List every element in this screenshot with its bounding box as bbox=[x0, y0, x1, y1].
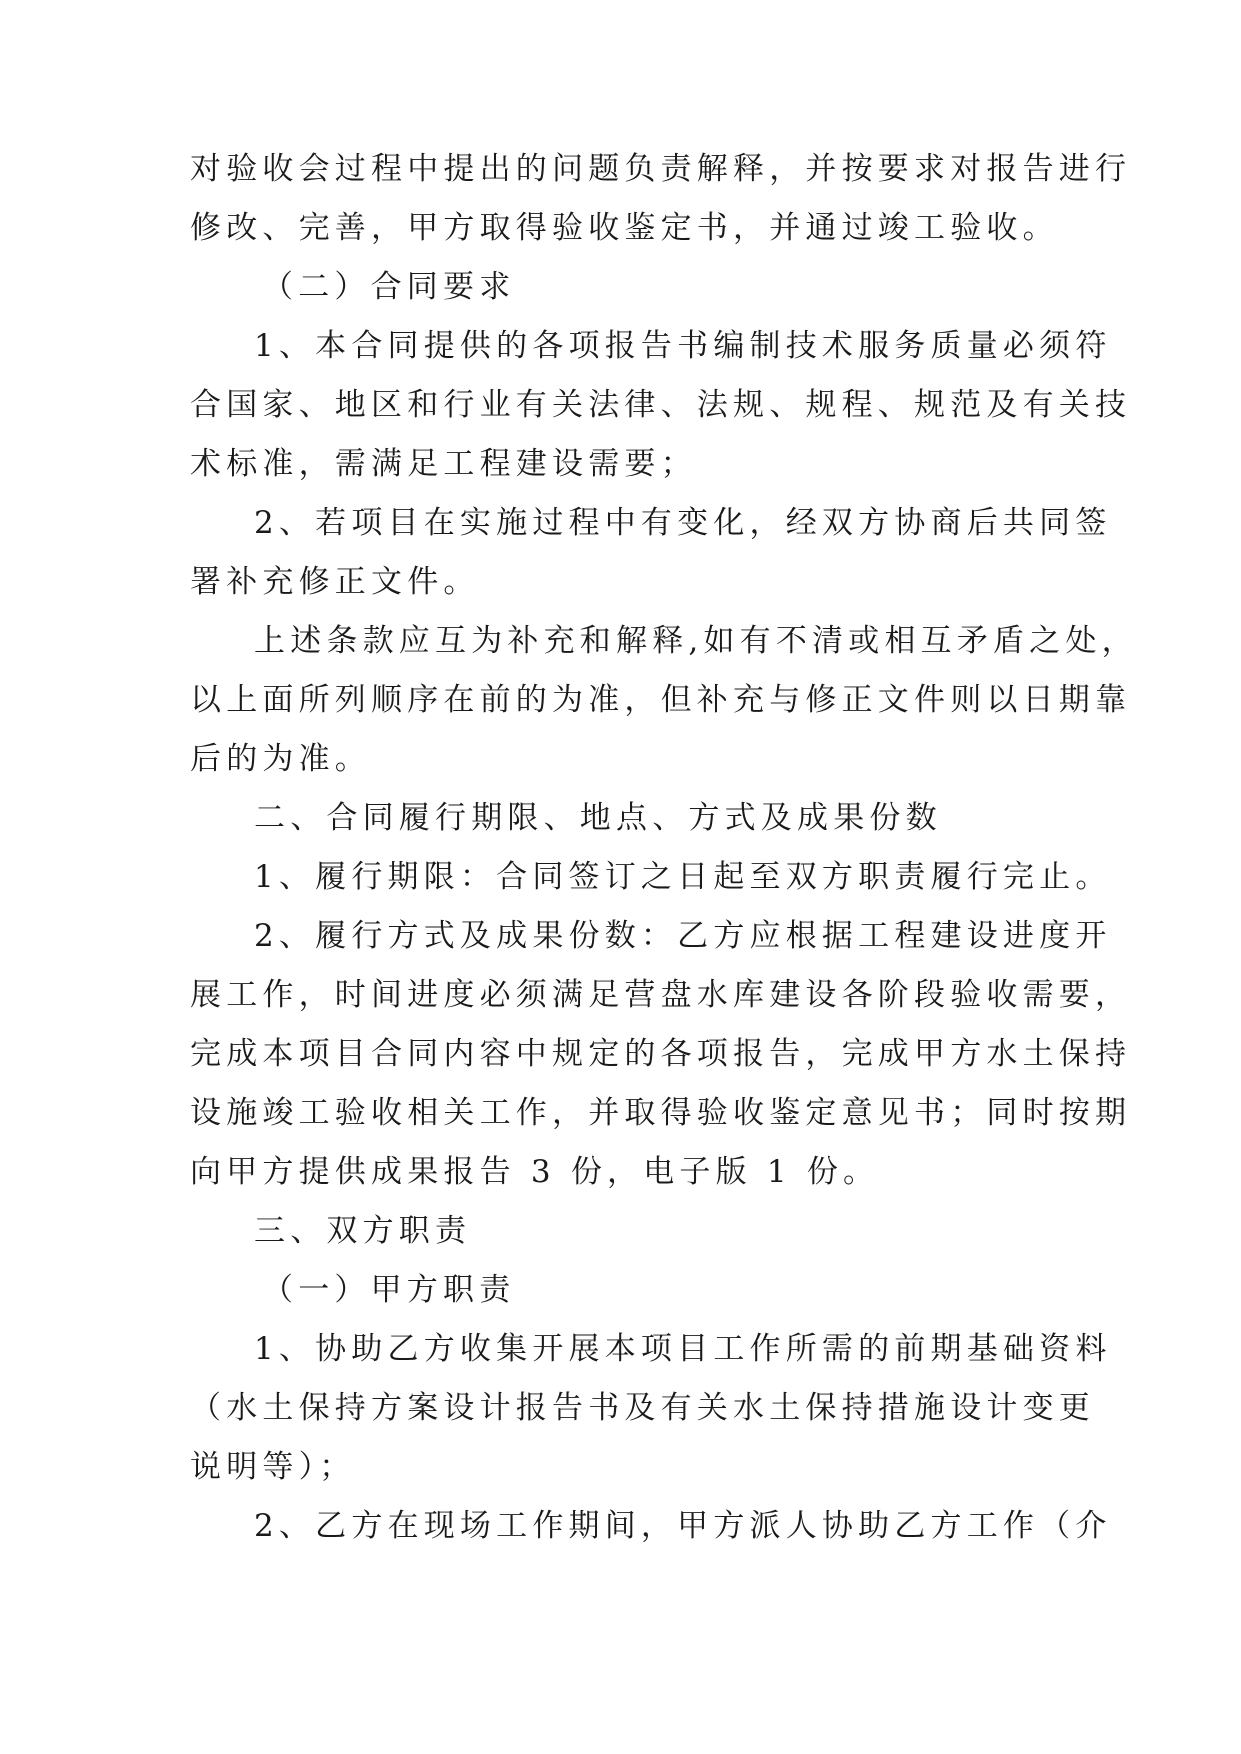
paragraph-line: 术标准，需满足工程建设需要； bbox=[190, 446, 697, 482]
paragraph-line: 设施竣工验收相关工作，并取得验收鉴定意见书；同时按期 bbox=[190, 1095, 1132, 1131]
paragraph-line: 2、履行方式及成果份数：乙方应根据工程建设进度开 bbox=[254, 918, 1112, 954]
paragraph-line: 1、本合同提供的各项报告书编制技术服务质量必须符 bbox=[254, 328, 1112, 364]
paragraph-line: 上述条款应互为补充和解释,如有不清或相互矛盾之处， bbox=[254, 623, 1138, 659]
paragraph-line: 合国家、地区和行业有关法律、法规、规程、规范及有关技 bbox=[190, 387, 1132, 423]
section-heading: 三、双方职责 bbox=[254, 1213, 472, 1249]
paragraph-line: 后的为准。 bbox=[190, 741, 371, 777]
paragraph-line: 展工作，时间进度必须满足营盘水库建设各阶段验收需要， bbox=[190, 977, 1132, 1013]
paragraph-line: 对验收会过程中提出的问题负责解释，并按要求对报告进行 bbox=[190, 151, 1132, 187]
section-heading: （二）合同要求 bbox=[262, 269, 516, 305]
paragraph-line: 以上面所列顺序在前的为准，但补充与修正文件则以日期靠 bbox=[190, 682, 1132, 718]
section-heading: （一）甲方职责 bbox=[262, 1272, 516, 1308]
paragraph-line: 完成本项目合同内容中规定的各项报告，完成甲方水土保持 bbox=[190, 1036, 1132, 1072]
paragraph-line: 署补充修正文件。 bbox=[190, 564, 480, 600]
section-heading: 二、合同履行期限、地点、方式及成果份数 bbox=[254, 800, 942, 836]
paragraph-line: 说明等）； bbox=[190, 1449, 356, 1485]
paragraph-line: 2、若项目在实施过程中有变化，经双方协商后共同签 bbox=[254, 505, 1112, 541]
paragraph-line: 修改、完善，甲方取得验收鉴定书，并通过竣工验收。 bbox=[190, 210, 1059, 246]
paragraph-line: 2、乙方在现场工作期间，甲方派人协助乙方工作（介 bbox=[254, 1508, 1112, 1544]
paragraph-line: 1、履行期限：合同签订之日起至双方职责履行完止。 bbox=[254, 859, 1112, 895]
paragraph-line: 1、协助乙方收集开展本项目工作所需的前期基础资料 bbox=[254, 1331, 1112, 1367]
paragraph-line: 向甲方提供成果报告 3 份，电子版 1 份。 bbox=[190, 1154, 880, 1190]
paragraph-line: （水土保持方案设计报告书及有关水土保持措施设计变更 bbox=[190, 1390, 1095, 1426]
